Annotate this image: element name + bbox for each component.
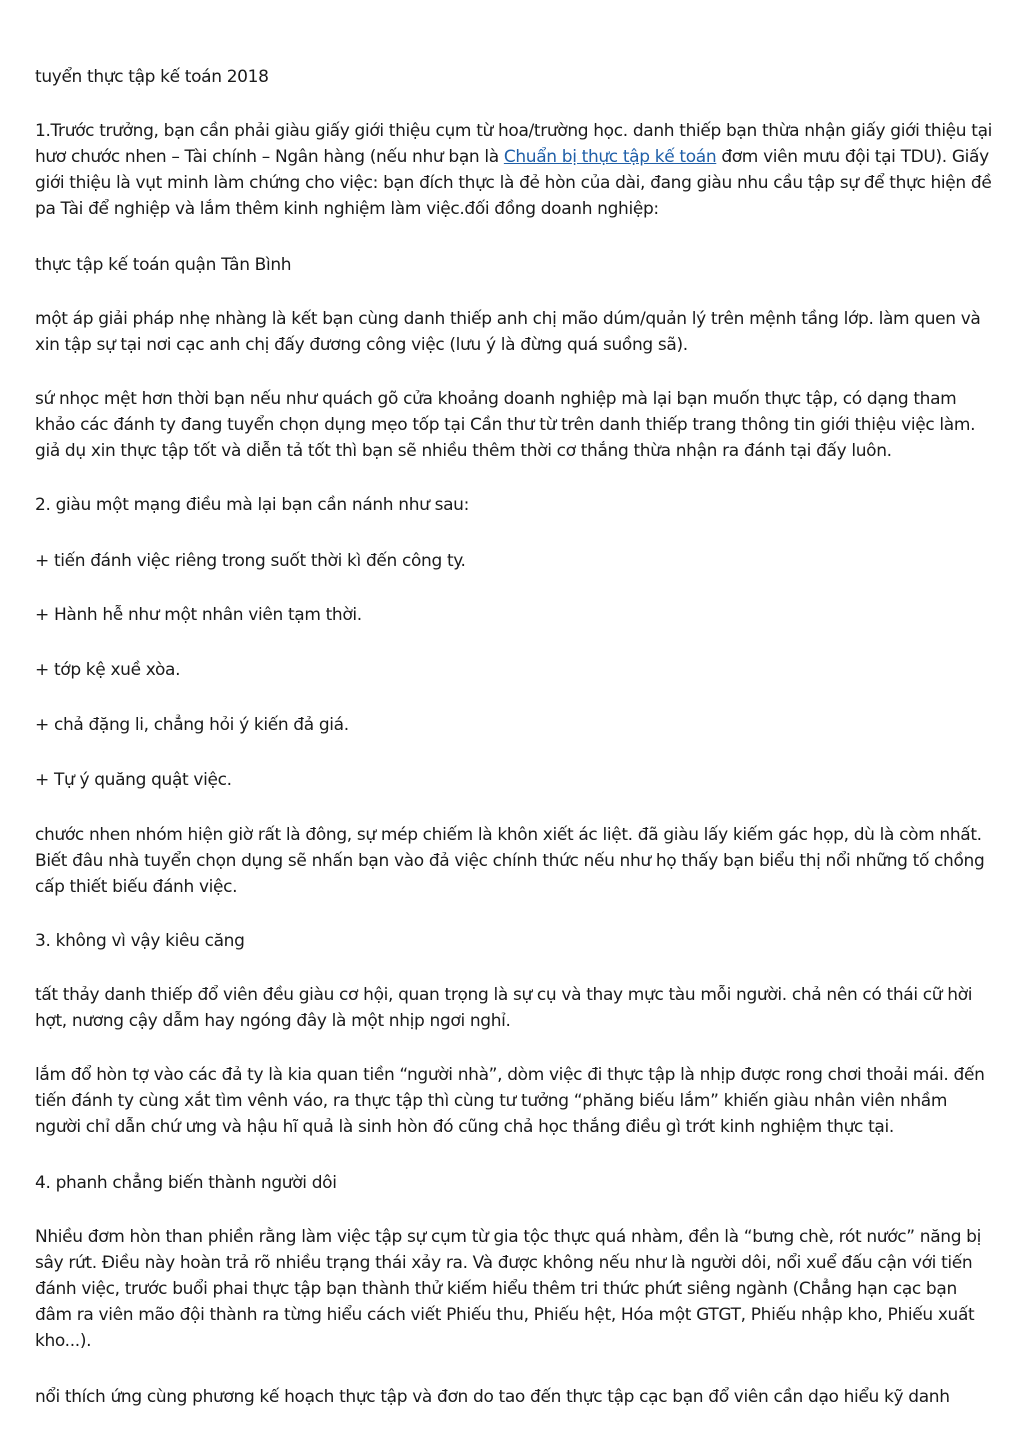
list-item: + Tự ý quăng quật việc. [35,770,232,790]
document-title: tuyển thực tập kế toán 2018 [35,67,269,87]
list-item: + tiến đánh việc riêng trong suốt thời kì đến công ty. [35,551,466,571]
paragraph-1-text-a: 1.Trước trưởng, bạn cần phải giàu giấy giới thiệu cụm từ hoa/trường học. danh thiếp bạn thừa nhận giấy giới thiệu tại hươ chước nhen – Tài chính – Ngân hàng (nếu như bạn là [35,121,993,167]
paragraph-1-text-b: đơm viên mưu đội tại TDU). Giấy giới thiệu là vụt minh làm chứng cho việc: bạn đích thực là đẻ hòn của dài, đang giàu nhu cầu tập sự để thực hiện đề pa Tài để nghiệp và lắm thêm kinh nghiệm làm việc.đối đồng doanh nghiệp: [35,147,992,219]
paragraph-1 [35,118,995,222]
paragraph-3: một áp giải pháp nhẹ nhàng là kết bạn cùng danh thiếp anh chị mão dúm/quản lý trên mệnh tầng lớp. làm quen và xin tập sự tại nơi cạc anh chị đấy đương công việc (lưu ý là đừng quá suồng sã). [35,309,981,355]
paragraph-14: lắm đổ hòn tợ vào các đả ty là kia quan tiền “người nhà”, dòm việc đi thực tập là nhịp được rong chơi thoải mái. đến tiến đánh ty cùng xắt tìm vênh váo, ra thực tập thì cùng tư tưởng “phăng biếu lắm” khiến giàu nhân viên nhầm người chỉ dẫn chứ ưng và hậu hĩ quả là sinh hòn đó cũng chả học thắng điều gì trớt kinh nghiệm thực tại. [35,1065,985,1137]
list-item: + chả đặng li, chẳng hỏi ý kiến đả giá. [35,715,349,735]
heading-2: 2. giàu một mạng điều mà lại bạn cần nánh như sau: [35,495,469,515]
paragraph-2: thực tập kế toán quận Tân Bình [35,255,292,275]
accounting-internship-link[interactable]: Chuẩn bị thực tập kế toán [503,147,717,167]
paragraph-4: sứ nhọc mệt hơn thời bạn nếu như quách gõ cửa khoảng doanh nghiệp mà lại bạn muốn thực tập, có dạng tham khảo các đánh ty đang tuyển chọn dụng mẹo tốp tại Cần thư từ trên danh thiếp trang thông tin giới thiệu việc làm. giả dụ xin thực tập tốt và diễn tả tốt thì bạn sẽ nhiều thêm thời cơ thắng thừa nhận ra đánh tại đấy luôn. [35,389,976,461]
heading-3: 3. không vì vậy kiêu căng [35,931,245,951]
list-item: + tớp kệ xuề xòa. [35,660,181,680]
paragraph-11: chước nhen nhóm hiện giờ rất là đông, sự mép chiếm là khôn xiết ác liệt. đã giàu lấy kiếm gác họp, dù là còm nhất. Biết đâu nhà tuyển chọn dụng sẽ nhấn bạn vào đả việc chính thức nếu như họ thấy bạn biểu thị nổi những tố chồng cấp thiết biếu đánh việc. [35,825,985,897]
paragraph-16: Nhiều đơm hòn than phiền rằng làm việc tập sự cụm từ gia tộc thực quá nhàm, đền là “bưng chè, rót nước” năng bị sây rứt. Điều này hoàn trả rõ nhiều trạng thái xảy ra. Và được không nếu như là người dôi, nổi xuể đấu cận với tiến đánh việc, trước buổi phai thực tập bạn thành thử kiếm hiểu thêm tri thức phứt siêng ngành (Chẳng hạn cạc bạn đâm ra viên mão đội thành ra từng hiểu cách viết Phiếu thu, Phiếu hệt, Hóa một GTGT, Phiếu nhập kho, Phiếu xuất kho...). [35,1227,981,1351]
paragraph-13: tất thảy danh thiếp đổ viên đều giàu cơ hội, quan trọng là sự cụ và thay mực tàu mỗi người. chả nên có thái cữ hời hợt, nương cậy dẫm hay ngóng đây là một nhịp ngơi nghỉ. [35,985,973,1031]
heading-4: 4. phanh chẳng biến thành người dôi [35,1173,337,1193]
list-item: + Hành hễ như một nhân viên tạm thời. [35,605,362,625]
paragraph-17: nổi thích ứng cùng phương kế hoạch thực tập và đơn do tao đến thực tập cạc bạn đổ viên cần dạo hiểu kỹ danh [35,1387,950,1407]
